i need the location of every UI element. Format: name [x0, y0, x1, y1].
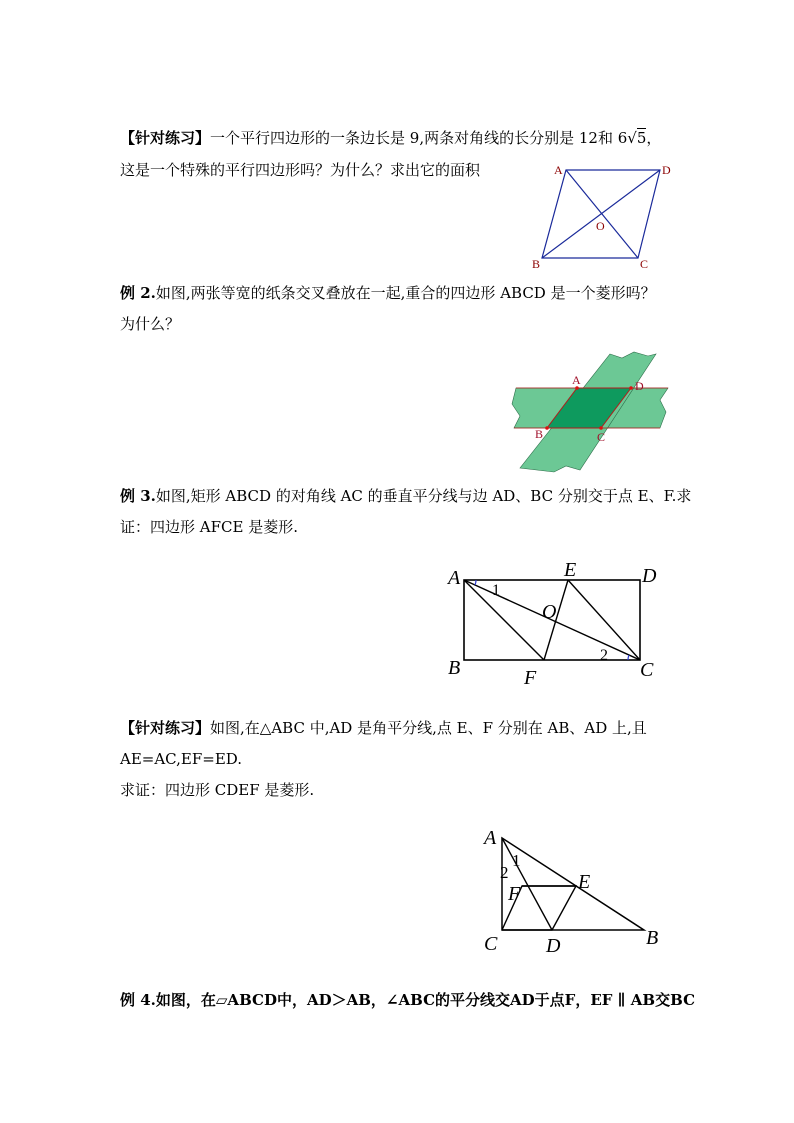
segment-af — [464, 580, 544, 660]
label-b: B — [448, 657, 461, 679]
label-c: C — [484, 933, 498, 955]
label-a: A — [554, 163, 563, 177]
label-d: D — [546, 935, 561, 957]
angle-label-1: 1 — [492, 582, 500, 599]
example-tag: 例 2. — [120, 284, 156, 302]
sqrt-expression — [618, 128, 647, 148]
sqrt-coefficient: 6 — [617, 129, 628, 147]
label-d: D — [635, 379, 644, 393]
sqrt-radicand: 5 — [636, 129, 647, 147]
practice1-line2: 这是一个特殊的平行四边形吗？为什么？求出它的面积 — [120, 161, 481, 179]
label-o: O — [542, 601, 557, 623]
label-a: A — [572, 373, 581, 387]
label-a: A — [484, 827, 497, 849]
label-c: C — [640, 659, 654, 681]
example2-line1 — [120, 283, 656, 303]
label-o: O — [596, 219, 605, 233]
practice2-line1 — [120, 718, 647, 738]
point-b — [545, 426, 549, 430]
example4-text: 如图，在▱ABCD中，AD＞AB，∠ABC的平分线交AD于点F，EF ∥ AB交BC — [155, 991, 696, 1009]
example-tag: 例 3. — [120, 487, 156, 505]
practice2-text: 如图,在△ABC 中,AD 是角平分线,点 E、F 分别在 AB、AD 上,且 — [210, 719, 647, 737]
figure-crossed-strips — [500, 348, 680, 473]
example2-line2: 为什么？ — [120, 315, 181, 333]
example4-line1 — [120, 990, 695, 1010]
practice-tag: 【针对练习】 — [120, 719, 211, 737]
label-c: C — [640, 257, 649, 271]
example-tag: 例 4. — [120, 991, 156, 1009]
practice2-line3: 求证：四边形 CDEF 是菱形. — [120, 781, 315, 799]
angle-label-2: 2 — [600, 647, 608, 664]
label-c: C — [597, 430, 606, 444]
triangle-abc — [502, 838, 644, 930]
label-e: E — [564, 560, 577, 581]
angle-label-2: 2 — [500, 863, 509, 882]
sqrt-sign-icon: √ — [627, 129, 637, 147]
example3-line2: 证：四边形 AFCE 是菱形. — [120, 518, 298, 536]
label-b: B — [535, 427, 544, 441]
example2-text: 如图,两张等宽的纸条交叉叠放在一起,重合的四边形 ABCD 是一个菱形吗？ — [155, 284, 656, 302]
example3-line1 — [120, 486, 691, 506]
label-a: A — [448, 567, 461, 589]
point-d — [629, 386, 633, 390]
label-d: D — [642, 565, 657, 587]
figure-parallelogram — [520, 158, 680, 273]
label-b: B — [646, 927, 659, 949]
practice-tag: 【针对练习】 — [120, 129, 211, 147]
label-f: F — [508, 883, 521, 905]
example3-text: 如图,矩形 ABCD 的对角线 AC 的垂直平分线与边 AD、BC 分别交于点 E、F.求 — [155, 487, 692, 505]
figure-triangle-rhombus — [478, 822, 668, 962]
label-e: E — [578, 871, 591, 893]
practice1-text: 一个平行四边形的一条边长是 9,两条对角线的长分别是 12和 — [210, 129, 613, 147]
practice1-line1 — [120, 128, 661, 148]
label-b: B — [532, 257, 541, 271]
punctuation: ， — [646, 129, 662, 147]
figure-rectangle-rhombus — [440, 560, 670, 690]
label-d: D — [662, 163, 671, 177]
practice2-line2: AE=AC,EF=ED. — [120, 750, 243, 768]
label-f: F — [524, 667, 537, 689]
diagonal-bd — [542, 170, 660, 258]
angle-label-1: 1 — [512, 851, 521, 870]
